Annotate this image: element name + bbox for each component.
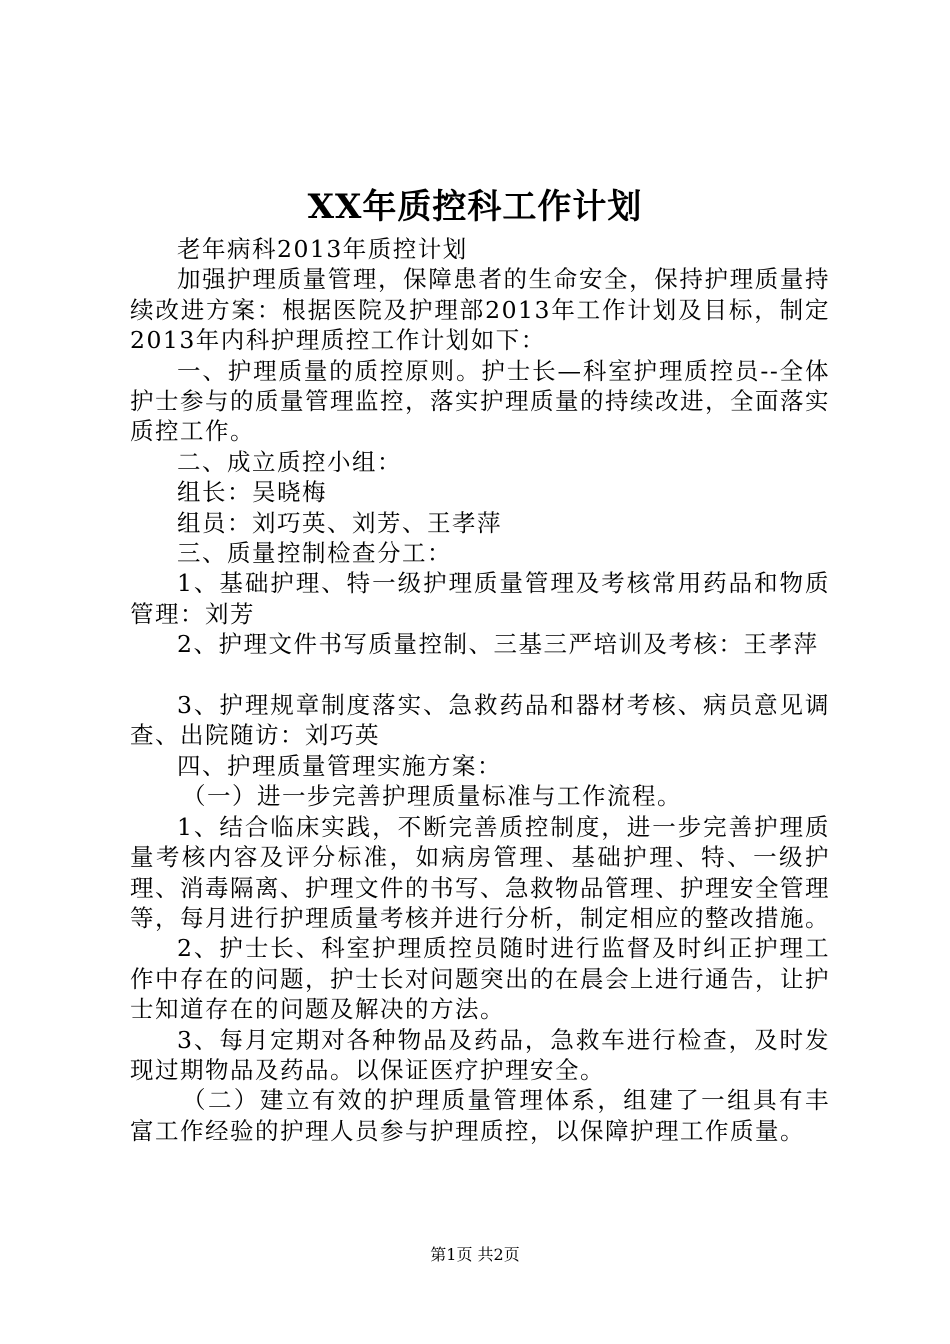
- paragraph-plan-heading: 四、护理质量管理实施方案：: [177, 751, 502, 780]
- paragraph-division-heading: 三、质量控制检查分工：: [177, 539, 452, 568]
- paragraph-group-members: 组员：刘巧英、刘芳、王孝萍: [177, 508, 502, 537]
- document-title: XX年质控科工作计划: [307, 187, 643, 227]
- paragraph-group-heading: 二、成立质控小组：: [177, 447, 402, 476]
- paragraph-plan-item-1: 1、结合临床实践，不断完善质控制度，进一步完善护理质量考核内容及评分标准，如病房管理、基础护理、特、一级护理、消毒隔离、护理文件的书写、急救物品管理、护理安全管理等，每月进行护理质量考核并进行分析，制定相应的整改措施。: [130, 812, 830, 932]
- paragraph-division-2: 2、护理文件书写质量控制、三基三严培训及考核：王孝萍: [177, 630, 819, 659]
- paragraph-plan-item-3: 3、每月定期对各种物品及药品，急救车进行检查，及时发现过期物品及药品。以保证医疗护理安全。: [130, 1025, 830, 1084]
- paragraph-plan-section-2: （二）建立有效的护理质量管理体系，组建了一组具有丰富工作经验的护理人员参与护理质控，以保障护理工作质量。: [130, 1086, 830, 1145]
- paragraph-plan-section-1: （一）进一步完善护理质量标准与工作流程。: [182, 782, 682, 811]
- paragraph-group-leader: 组长：吴晓梅: [177, 478, 327, 507]
- paragraph-principle: 一、护理质量的质控原则。护士长—科室护理质控员--全体护士参与的质量管理监控，落实护理质量的持续改进，全面落实质控工作。: [130, 356, 830, 446]
- paragraph-division-3: 3、护理规章制度落实、急救药品和器材考核、病员意见调查、出院随访：刘巧英: [130, 691, 830, 750]
- paragraph-division-1: 1、基础护理、特一级护理质量管理及考核常用药品和物质管理：刘芳: [130, 569, 830, 628]
- paragraph-subtitle: 老年病科2013年质控计划: [177, 235, 468, 263]
- paragraph-intro: 加强护理质量管理，保障患者的生命安全，保持护理质量持续改进方案：根据医院及护理部2013年工作计划及目标，制定2013年内科护理质控工作计划如下：: [130, 265, 830, 355]
- document-body: [130, 234, 830, 1146]
- paragraph-plan-item-2: 2、护士长、科室护理质控员随时进行监督及时纠正护理工作中存在的问题，护士长对问题突出的在晨会上进行通告，让护士知道存在的问题及解决的方法。: [130, 934, 830, 1024]
- page-number-footer: 第1页 共2页: [430, 1245, 520, 1264]
